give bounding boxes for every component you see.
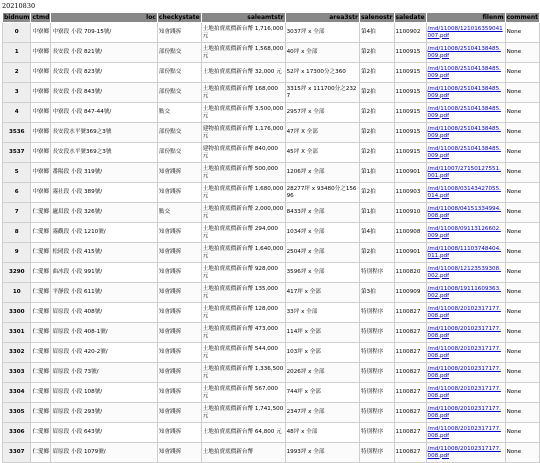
cell-location: 眉原段 小段 408號/ [51, 303, 157, 323]
cell-bidnum: 6 [3, 183, 31, 203]
cell-area: 1206坪 x 全部 [285, 163, 359, 183]
cell-sale-number: 特別程序 [359, 303, 394, 323]
cell-bidnum: 4 [3, 103, 31, 123]
cell-file-link [426, 143, 505, 163]
cell-sale-date: 1100827 [394, 363, 426, 383]
cell-comment: None [505, 43, 539, 63]
cell-sale-amount: 土地拍賣底價新台幣 1,716,000 元 [201, 23, 285, 43]
cell-location: 眉原段 小段 293號/ [51, 403, 157, 423]
cell-location: 松岡段 小段 415號/ [51, 243, 157, 263]
cell-sale-date: 1100827 [394, 323, 426, 343]
report-date: 20210830 [2, 2, 36, 10]
cell-check-state: 知會踐拆 [157, 423, 201, 443]
cell-sale-amount: 建物拍賣底價新台幣 1,176,000 元 [201, 123, 285, 143]
cell-check-state: 知會踐拆 [157, 23, 201, 43]
cell-area: 52坪 x 17300分之360 [285, 63, 359, 83]
cell-file-link [426, 403, 505, 423]
cell-sale-amount: 土地拍賣底價新台幣 1,568,000 元 [201, 43, 285, 63]
cell-area: 114坪 x 全部 [285, 323, 359, 343]
cell-location: 長安段 小段 821號/ [51, 43, 157, 63]
cell-area: 33坪 x 全部 [285, 303, 359, 323]
cell-check-state: 知會踐拆 [157, 283, 201, 303]
table-row [3, 123, 540, 143]
cell-township: 中寮鄉 [31, 143, 51, 163]
cell-bidnum: 3307 [3, 443, 31, 463]
header-filenm: filenm [426, 13, 505, 23]
cell-sale-number: 第2拍 [359, 143, 394, 163]
cell-sale-amount: 土地拍賣底價新台幣 544,000 元 [201, 343, 285, 363]
cell-area: 2504坪 x 全部 [285, 243, 359, 263]
table-row [3, 443, 540, 463]
cell-comment: None [505, 23, 539, 43]
file-link[interactable]: /md/11008/04151334994.008.pdf [427, 205, 501, 219]
cell-area: 1993坪 x 全部 [285, 443, 359, 463]
cell-location: 眉原段 小段 1079號/ [51, 443, 157, 463]
header-saleamtstr: saleamtstr [201, 13, 285, 23]
cell-bidnum: 3537 [3, 143, 31, 163]
cell-file-link [426, 123, 505, 143]
cell-check-state: 部份點交 [157, 123, 201, 143]
cell-bidnum: 3290 [3, 263, 31, 283]
cell-township: 中寮鄉 [31, 163, 51, 183]
file-link[interactable]: /md/11008/20102317177.008.pdf [427, 425, 501, 439]
file-link[interactable]: /md/11008/11103748404.011.pdf [427, 245, 501, 259]
cell-bidnum: 9 [3, 243, 31, 263]
cell-location: 眉原段 小段 420-2號/ [51, 343, 157, 363]
table-row [3, 203, 540, 223]
cell-sale-amount: 土地拍賣底價新台幣 168,000 元 [201, 83, 285, 103]
table-row [3, 323, 540, 343]
cell-sale-date: 1100915 [394, 103, 426, 123]
cell-bidnum: 3303 [3, 363, 31, 383]
cell-township: 仁愛鄉 [31, 323, 51, 343]
cell-area: 8433坪 x 全部 [285, 203, 359, 223]
cell-bidnum: 0 [3, 23, 31, 43]
table-row [3, 263, 540, 283]
cell-township: 中寮鄉 [31, 123, 51, 143]
cell-sale-date: 1100915 [394, 123, 426, 143]
cell-sale-amount: 建物拍賣底價新台幣 840,000 元 [201, 143, 285, 163]
cell-file-link [426, 283, 505, 303]
cell-check-state: 點交 [157, 203, 201, 223]
cell-file-link [426, 63, 505, 83]
cell-sale-amount: 土地拍賣底價新台幣 500,000 元 [201, 163, 285, 183]
cell-sale-date: 1100909 [394, 283, 426, 303]
table-body [3, 23, 540, 463]
cell-township: 仁愛鄉 [31, 263, 51, 283]
file-link[interactable]: /md/11008/25104138485.009.pdf [427, 65, 501, 79]
file-link[interactable]: /md/11008/25104138485.009.pdf [427, 85, 501, 99]
cell-comment: None [505, 103, 539, 123]
cell-sale-number: 特別程序 [359, 383, 394, 403]
cell-comment: None [505, 243, 539, 263]
file-link[interactable]: /md/11008/25104138485.009.pdf [427, 45, 501, 59]
cell-sale-amount: 土地拍賣底價新台幣 32,000 元 [201, 63, 285, 83]
cell-sale-amount: 土地拍賣底價新台幣 135,000 元 [201, 283, 285, 303]
cell-check-state: 知會踐拆 [157, 323, 201, 343]
cell-location: 中寮段 小段 709-15號/ [51, 23, 157, 43]
cell-comment: None [505, 223, 539, 243]
cell-bidnum: 3536 [3, 123, 31, 143]
cell-location: 平靜段 小段 611號/ [51, 283, 157, 303]
cell-location: 霧觀段 小段 1210號/ [51, 223, 157, 243]
cell-township: 中寮鄉 [31, 23, 51, 43]
cell-sale-date: 1100910 [394, 203, 426, 223]
cell-sale-date: 1100902 [394, 23, 426, 43]
cell-file-link [426, 443, 505, 463]
table-row [3, 363, 540, 383]
cell-file-link [426, 243, 505, 263]
cell-file-link [426, 103, 505, 123]
cell-area: 40坪 x 全部 [285, 43, 359, 63]
cell-comment: None [505, 143, 539, 163]
table-row [3, 183, 540, 203]
cell-check-state: 知會踐拆 [157, 403, 201, 423]
table-row [3, 423, 540, 443]
cell-sale-amount: 土地拍賣底價新台幣 1,336,500 元 [201, 363, 285, 383]
cell-file-link [426, 203, 505, 223]
file-link[interactable]: /md/11008/19111609363.002.pdf [427, 285, 501, 299]
cell-comment: None [505, 323, 539, 343]
cell-check-state: 知會踐拆 [157, 163, 201, 183]
cell-area: 47坪 X 全部 [285, 123, 359, 143]
cell-area: 417坪 x 全部 [285, 283, 359, 303]
header-checkystate: checkystate [158, 13, 200, 21]
file-link[interactable]: /md/11008/25104138485.009.pdf [427, 105, 501, 119]
header-area3str: area3str [285, 13, 359, 23]
cell-township: 仁愛鄉 [31, 343, 51, 363]
cell-township: 仁愛鄉 [31, 203, 51, 223]
cell-area: 3315坪 x 111700分之2327 [285, 83, 359, 103]
cell-bidnum: 3300 [3, 303, 31, 323]
table-row [3, 403, 540, 423]
header-comment: comment [506, 13, 538, 21]
cell-file-link [426, 23, 505, 43]
header-loc: loc [51, 13, 157, 23]
cell-location: 廬眉段 小段 326號/ [51, 203, 157, 223]
cell-comment: None [505, 63, 539, 83]
cell-comment: None [505, 283, 539, 303]
file-link[interactable]: /md/11008/03143427055.014.pdf [427, 185, 501, 199]
file-link[interactable]: /md/11008/12123539308.002.pdf [427, 265, 501, 279]
cell-sale-date: 1100908 [394, 223, 426, 243]
cell-sale-amount: 土地拍賣底價新台幣 3,500,000 元 [201, 103, 285, 123]
file-link[interactable]: /md/11008/09113126602.009.pdf [427, 225, 501, 239]
cell-township: 仁愛鄉 [31, 283, 51, 303]
cell-bidnum: 3305 [3, 403, 31, 423]
cell-bidnum: 8 [3, 223, 31, 243]
cell-sale-number: 第1拍 [359, 163, 394, 183]
cell-area: 3037坪 x 全部 [285, 23, 359, 43]
file-link[interactable]: /md/11008/20102317177.008.pdf [427, 385, 501, 399]
cell-sale-date: 1100827 [394, 383, 426, 403]
cell-location: 眉原段 小段 408-1號/ [51, 323, 157, 343]
cell-bidnum: 10 [3, 283, 31, 303]
cell-sale-number: 第2拍 [359, 63, 394, 83]
cell-area: 28277坪 x 93480分之15696 [285, 183, 359, 203]
file-link[interactable]: /md/11008/20102317177.008.pdf [427, 445, 501, 459]
cell-file-link [426, 263, 505, 283]
cell-sale-number: 第2拍 [359, 83, 394, 103]
file-link[interactable]: /md/11008/20102317177.008.pdf [427, 305, 501, 319]
cell-file-link [426, 83, 505, 103]
cell-file-link [426, 343, 505, 363]
table-row [3, 223, 540, 243]
cell-township: 中寮鄉 [31, 103, 51, 123]
cell-area: 2347坪 x 全部 [285, 403, 359, 423]
cell-location: 中寮段 小段 847-44號/ [51, 103, 157, 123]
cell-bidnum: 3304 [3, 383, 31, 403]
cell-township: 中寮鄉 [31, 63, 51, 83]
cell-check-state: 知會踐拆 [157, 363, 201, 383]
cell-sale-number: 第2拍 [359, 103, 394, 123]
cell-sale-amount: 土地拍賣底價新台幣 1,640,000 元 [201, 243, 285, 263]
table-row [3, 283, 540, 303]
cell-township: 仁愛鄉 [31, 383, 51, 403]
cell-bidnum: 1 [3, 43, 31, 63]
cell-comment: None [505, 343, 539, 363]
cell-sale-number: 特別程序 [359, 423, 394, 443]
cell-township: 仁愛鄉 [31, 363, 51, 383]
cell-area: 744坪 x 全部 [285, 383, 359, 403]
cell-check-state: 知會踐拆 [157, 223, 201, 243]
cell-sale-date: 1100903 [394, 183, 426, 203]
cell-township: 中寮鄉 [31, 183, 51, 203]
cell-comment: None [505, 423, 539, 443]
cell-sale-number: 第3拍 [359, 283, 394, 303]
cell-sale-date: 1100827 [394, 443, 426, 463]
cell-sale-amount: 土地拍賣底價新台幣 567,000 元 [201, 383, 285, 403]
cell-comment: None [505, 83, 539, 103]
file-link[interactable]: /md/11008/20102317177.008.pdf [427, 365, 501, 379]
file-link[interactable]: /md/11008/20102317177.008.pdf [427, 345, 501, 359]
cell-bidnum: 3302 [3, 343, 31, 363]
cell-check-state: 部份點交 [157, 43, 201, 63]
table-row [3, 163, 540, 183]
cell-location: 眉原段 小段 73號/ [51, 363, 157, 383]
cell-bidnum: 3 [3, 83, 31, 103]
cell-sale-amount: 土地拍賣底價新台幣 473,000 元 [201, 323, 285, 343]
cell-sale-number: 特別程序 [359, 263, 394, 283]
cell-sale-number: 第2拍 [359, 43, 394, 63]
table-row [3, 243, 540, 263]
cell-check-state: 知會踐拆 [157, 263, 201, 283]
table-row [3, 63, 540, 83]
cell-comment: None [505, 303, 539, 323]
cell-file-link [426, 163, 505, 183]
cell-file-link [426, 363, 505, 383]
cell-location: 霧社段 小段 389號/ [51, 183, 157, 203]
cell-bidnum: 5 [3, 163, 31, 183]
cell-area: 1034坪 x 全部 [285, 223, 359, 243]
cell-comment: None [505, 263, 539, 283]
cell-check-state: 知會踐拆 [157, 243, 201, 263]
cell-location: 番陽段 小段 319號/ [51, 163, 157, 183]
header-ctmd: ctmd [32, 13, 50, 21]
table-row [3, 103, 540, 123]
cell-area: 2026坪 x 全部 [285, 363, 359, 383]
cell-sale-date: 1100915 [394, 83, 426, 103]
cell-location: 眉原段 小段 643號/ [51, 423, 157, 443]
auction-table [2, 12, 540, 463]
file-link[interactable]: /md/11008/25104138485.009.pdf [427, 145, 501, 159]
table-row [3, 23, 540, 43]
cell-area: 48坪 x 全部 [285, 423, 359, 443]
cell-comment: None [505, 383, 539, 403]
cell-sale-date: 1100901 [394, 243, 426, 263]
cell-sale-amount: 土地拍賣底價新台幣 1,741,500 元 [201, 403, 285, 423]
file-link[interactable]: /md/11008/25104138485.009.pdf [427, 125, 501, 139]
cell-township: 仁愛鄉 [31, 243, 51, 263]
cell-sale-date: 1100915 [394, 143, 426, 163]
header-saledate: saledate [395, 13, 425, 21]
cell-location: 曲冰段 小段 991號/ [51, 263, 157, 283]
cell-township: 仁愛鄉 [31, 223, 51, 243]
cell-area: 2957坪 x 全部 [285, 103, 359, 123]
cell-location: 眉原段 小段 108號/ [51, 383, 157, 403]
cell-file-link [426, 43, 505, 63]
cell-check-state: 知會踐拆 [157, 183, 201, 203]
cell-bidnum: 3306 [3, 423, 31, 443]
cell-comment: None [505, 363, 539, 383]
cell-sale-number: 特別程序 [359, 323, 394, 343]
cell-sale-amount: 土地拍賣底價新台幣 [201, 443, 285, 463]
cell-sale-amount: 土地拍賣底價新台幣 294,000 元 [201, 223, 285, 243]
cell-comment: None [505, 163, 539, 183]
cell-sale-number: 第2拍 [359, 243, 394, 263]
table-row [3, 343, 540, 363]
cell-check-state: 點交 [157, 103, 201, 123]
cell-sale-number: 第4拍 [359, 23, 394, 43]
cell-sale-date: 1100827 [394, 343, 426, 363]
cell-comment: None [505, 183, 539, 203]
cell-township: 仁愛鄉 [31, 403, 51, 423]
header-bidnum: bidnum [4, 13, 30, 21]
table-row [3, 83, 540, 103]
cell-sale-date: 1100827 [394, 403, 426, 423]
cell-file-link [426, 323, 505, 343]
cell-check-state: 知會踐拆 [157, 343, 201, 363]
cell-file-link [426, 303, 505, 323]
header-salenostr: salenostr [360, 13, 393, 21]
cell-bidnum: 2 [3, 63, 31, 83]
cell-location: 長安段 小段 843號/ [51, 83, 157, 103]
cell-sale-date: 1100915 [394, 43, 426, 63]
cell-check-state: 知會踐拆 [157, 443, 201, 463]
cell-sale-number: 第2拍 [359, 123, 394, 143]
cell-area: 45坪 X 全部 [285, 143, 359, 163]
cell-township: 仁愛鄉 [31, 423, 51, 443]
file-link[interactable]: /md/11007/27150127551.001.pdf [427, 165, 501, 179]
cell-comment: None [505, 203, 539, 223]
cell-township: 中寮鄉 [31, 43, 51, 63]
cell-sale-number: 第4拍 [359, 223, 394, 243]
cell-sale-date: 1100820 [394, 263, 426, 283]
cell-sale-number: 特別程序 [359, 403, 394, 423]
file-link[interactable]: /md/11008/20102317177.008.pdf [427, 405, 501, 419]
cell-township: 中寮鄉 [31, 83, 51, 103]
cell-sale-number: 特別程序 [359, 343, 394, 363]
cell-bidnum: 3301 [3, 323, 31, 343]
cell-location: 長安段 小段 823號/ [51, 63, 157, 83]
file-link[interactable]: /md/11008/20102317177.008.pdf [427, 325, 501, 339]
table-row [3, 143, 540, 163]
cell-township: 仁愛鄉 [31, 303, 51, 323]
cell-comment: None [505, 443, 539, 463]
cell-check-state: 部份點交 [157, 63, 201, 83]
cell-check-state: 知會踐拆 [157, 383, 201, 403]
table-row [3, 303, 540, 323]
table-header [3, 13, 540, 23]
cell-sale-date: 1100915 [394, 63, 426, 83]
cell-sale-amount: 土地拍賣底價新台幣 928,000 元 [201, 263, 285, 283]
cell-bidnum: 7 [3, 203, 31, 223]
cell-sale-number: 特別程序 [359, 363, 394, 383]
cell-comment: None [505, 123, 539, 143]
cell-township: 仁愛鄉 [31, 443, 51, 463]
cell-file-link [426, 423, 505, 443]
cell-sale-amount: 土地拍賣底價新台幣 2,000,000 元 [201, 203, 285, 223]
file-link[interactable]: /md/11008/121016359041007.pdf [427, 25, 503, 39]
cell-sale-date: 1100827 [394, 303, 426, 323]
cell-area: 103坪 x 全部 [285, 343, 359, 363]
table-row [3, 383, 540, 403]
cell-check-state: 部份點交 [157, 143, 201, 163]
cell-file-link [426, 223, 505, 243]
cell-file-link [426, 383, 505, 403]
cell-location: 長安段水平號369之3號 [51, 143, 157, 163]
cell-comment: None [505, 403, 539, 423]
cell-sale-number: 第2拍 [359, 183, 394, 203]
cell-check-state: 知會踐拆 [157, 303, 201, 323]
cell-sale-amount: 土地拍賣底價新台幣 1,680,000 元 [201, 183, 285, 203]
cell-sale-amount: 土地拍賣底價新台幣 64,800 元 [201, 423, 285, 443]
cell-area: 3596坪 x 全部 [285, 263, 359, 283]
cell-check-state: 部份點交 [157, 83, 201, 103]
cell-sale-date: 1100827 [394, 423, 426, 443]
cell-sale-number: 特別程序 [359, 443, 394, 463]
cell-file-link [426, 183, 505, 203]
cell-location: 長安段水平號369之3號 [51, 123, 157, 143]
table-row [3, 43, 540, 63]
cell-sale-number: 第1拍 [359, 203, 394, 223]
cell-sale-amount: 土地拍賣底價新台幣 128,000 元 [201, 303, 285, 323]
cell-sale-date: 1100901 [394, 163, 426, 183]
